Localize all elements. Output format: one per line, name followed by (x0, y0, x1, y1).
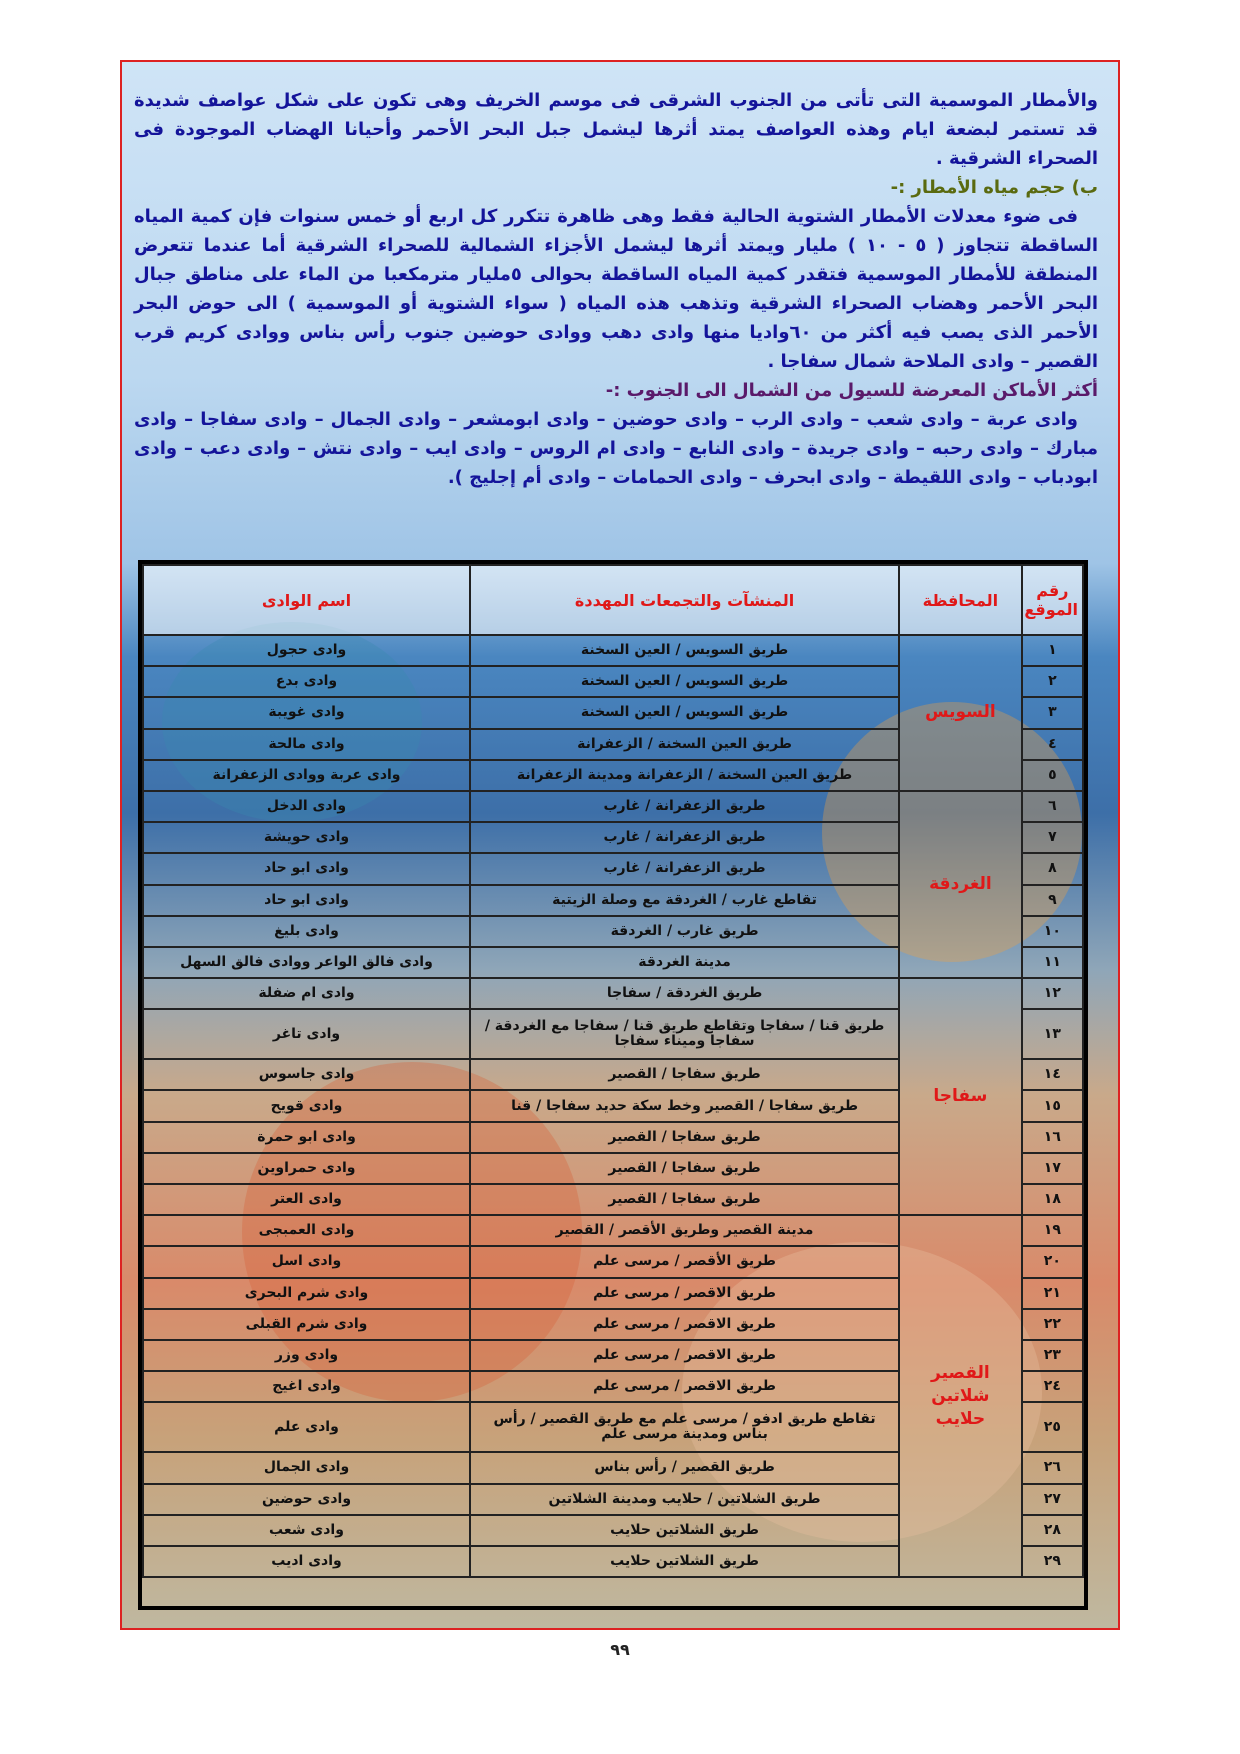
valley-name-cell: وادى الجمال (143, 1452, 470, 1483)
valley-name-cell: وادى شعب (143, 1515, 470, 1546)
facilities-cell: طريق سفاجا / القصير (470, 1153, 899, 1184)
governorate-cell: القصير شلاتين حلايب (899, 1215, 1022, 1577)
valley-name-cell: وادى حمراوين (143, 1153, 470, 1184)
header-valley-name: اسم الوادى (143, 565, 470, 635)
site-number-cell: ١٥ (1022, 1090, 1083, 1121)
valley-name-cell: وادى العتر (143, 1184, 470, 1215)
valley-name-cell: وادى حوضين (143, 1484, 470, 1515)
site-number-cell: ٥ (1022, 760, 1083, 791)
valley-name-cell: وادى جاسوس (143, 1059, 470, 1090)
site-number-cell: ٢٧ (1022, 1484, 1083, 1515)
valley-name-cell: وادى بدع (143, 666, 470, 697)
paragraph-rain-volume: فى ضوء معدلات الأمطار الشتوية الحالية فقط وهى ظاهرة تتكرر كل اربع أو خمس سنوات فإن كمية المياه الساقطة تتجاوز ( ٥ - ١٠ ) مليار ويمتد أثرها ليشمل الأجزاء الشمالية للصحراء الشرقية أما عندما تتعرض المنطقة للأمطار الموسمية فتقدر كمية المياه الساقطة بحوالى ٥مليار مترمكعبا من الماء على مناطق جبال البحر الأحمر وهضاب الصحراء الشرقية وتذهب هذه المياه ( سواء الشتوية أو الموسمية ) الى حوض البحر الأحمر الذى يصب فيه أكثر من ٦٠واديا منها وادى دهب ووادى حوضين جنوب رأس بناس ووادى كريم قرب القصير – وادى الملاحة شمال سفاجا . (134, 206, 1098, 372)
table-header-row (143, 565, 1083, 635)
valley-name-cell: وادى شرم القبلى (143, 1309, 470, 1340)
facilities-cell: تقاطع غارب / الغردقة مع وصلة الزيتية (470, 885, 899, 916)
table-row (143, 635, 1083, 666)
valley-name-cell: وادى اسل (143, 1246, 470, 1277)
site-number-cell: ١٢ (1022, 978, 1083, 1009)
site-number-cell: ٢٠ (1022, 1246, 1083, 1277)
site-number-cell: ٤ (1022, 729, 1083, 760)
heading-rain-volume: ب) حجم مياه الأمطار :- (890, 177, 1098, 198)
valley-name-cell: وادى الدخل (143, 791, 470, 822)
valley-name-cell: وادى شرم البحرى (143, 1278, 470, 1309)
site-number-cell: ٢٢ (1022, 1309, 1083, 1340)
valley-name-cell: وادى العمبجى (143, 1215, 470, 1246)
facilities-cell: طريق الاقصر / مرسى علم (470, 1309, 899, 1340)
facilities-cell: طريق سفاجا / القصير (470, 1059, 899, 1090)
valley-name-cell: وادى عربة ووادى الزعفرانة (143, 760, 470, 791)
governorate-cell: الغردقة (899, 791, 1022, 978)
facilities-cell: طريق الاقصر / مرسى علم (470, 1278, 899, 1309)
valley-name-cell: وادى حويشة (143, 822, 470, 853)
facilities-cell: مدينة الغردقة (470, 947, 899, 978)
paragraph-valley-list: وادى عربة – وادى شعب – وادى الرب – وادى حوضين – وادى ابومشعر – وادى الجمال – وادى سفاجا – وادى مبارك – وادى رحبه – وادى جريدة – وادى النابع – وادى ام الروس – وادى ايب – وادى نتش – وادى دعب – وادى ابودباب – وادى اللقيطة – وادى ابحرف – وادى الحمامات – وادى أم إجليج ). (134, 409, 1098, 488)
valley-name-cell: وادى اديب (143, 1546, 470, 1577)
facilities-cell: مدينة القصير وطريق الأقصر / القصير (470, 1215, 899, 1246)
facilities-cell: طريق السويس / العين السخنة (470, 666, 899, 697)
table-row (143, 978, 1083, 1009)
facilities-cell: طريق الاقصر / مرسى علم (470, 1340, 899, 1371)
site-number-cell: ٢١ (1022, 1278, 1083, 1309)
valley-name-cell: وادى وزر (143, 1340, 470, 1371)
facilities-cell: طريق الزعفرانة / غارب (470, 853, 899, 884)
facilities-cell: طريق السويس / العين السخنة (470, 697, 899, 728)
site-number-cell: ١٧ (1022, 1153, 1083, 1184)
valley-name-cell: وادى فالق الواعر ووادى فالق السهل (143, 947, 470, 978)
valley-name-cell: وادى علم (143, 1402, 470, 1452)
facilities-cell: طريق العين السخنة / الزعفرانة ومدينة الزعفرانة (470, 760, 899, 791)
site-number-cell: ٢٥ (1022, 1402, 1083, 1452)
table-row (143, 1215, 1083, 1246)
page-number: ٩٩ (610, 1640, 630, 1659)
valley-name-cell: وادى غويبة (143, 697, 470, 728)
facilities-cell: طريق سفاجا / القصير (470, 1184, 899, 1215)
valley-name-cell: وادى مالحة (143, 729, 470, 760)
facilities-cell: طريق سفاجا / القصير (470, 1122, 899, 1153)
governorate-cell: سفاجا (899, 978, 1022, 1215)
valley-name-cell: وادى بليغ (143, 916, 470, 947)
valley-name-cell: وادى تاغر (143, 1009, 470, 1059)
site-number-cell: ٢٨ (1022, 1515, 1083, 1546)
body-text (134, 86, 1098, 492)
site-number-cell: ٢٦ (1022, 1452, 1083, 1483)
site-number-cell: ٧ (1022, 822, 1083, 853)
facilities-cell: طريق العين السخنة / الزعفرانة (470, 729, 899, 760)
heading-flood-places: أكثر الأماكن المعرضة للسيول من الشمال الى الجنوب :- (605, 380, 1098, 401)
site-number-cell: ٢٩ (1022, 1546, 1083, 1577)
valley-name-cell: وادى قويح (143, 1090, 470, 1121)
site-number-cell: ٩ (1022, 885, 1083, 916)
valley-name-cell: وادى ابو حاد (143, 853, 470, 884)
site-number-cell: ١٤ (1022, 1059, 1083, 1090)
facilities-cell: طريق القصير / رأس بناس (470, 1452, 899, 1483)
facilities-cell: تقاطع طريق ادفو / مرسى علم مع طريق القصير / رأس بناس ومدينة مرسى علم (470, 1402, 899, 1452)
site-number-cell: ١٦ (1022, 1122, 1083, 1153)
facilities-cell: طريق سفاجا / القصير وخط سكة حديد سفاجا / قنا (470, 1090, 899, 1121)
header-site-number: رقم الموقع (1022, 565, 1083, 635)
facilities-cell: طريق غارب / الغردقة (470, 916, 899, 947)
facilities-cell: طريق الزعفرانة / غارب (470, 791, 899, 822)
facilities-cell: طريق الغردقة / سفاجا (470, 978, 899, 1009)
site-number-cell: ١٠ (1022, 916, 1083, 947)
header-governorate: المحافظة (899, 565, 1022, 635)
facilities-cell: طريق الشلاتين / حلايب ومدينة الشلاتين (470, 1484, 899, 1515)
valley-name-cell: وادى ام ضفلة (143, 978, 470, 1009)
facilities-cell: طريق الأقصر / مرسى علم (470, 1246, 899, 1277)
governorate-cell: السويس (899, 635, 1022, 791)
site-number-cell: ١٩ (1022, 1215, 1083, 1246)
site-number-cell: ٦ (1022, 791, 1083, 822)
facilities-cell: طريق قنا / سفاجا وتقاطع طريق قنا / سفاجا مع الغردقة / سفاجا وميناء سفاجا (470, 1009, 899, 1059)
header-facilities: المنشآت والتجمعات المهددة (470, 565, 899, 635)
valley-name-cell: وادى حجول (143, 635, 470, 666)
facilities-cell: طريق الاقصر / مرسى علم (470, 1371, 899, 1402)
table-body (143, 635, 1083, 1577)
site-number-cell: ١ (1022, 635, 1083, 666)
site-number-cell: ٢ (1022, 666, 1083, 697)
page-frame (120, 60, 1120, 1630)
site-number-cell: ١٣ (1022, 1009, 1083, 1059)
valley-name-cell: وادى ابو حاد (143, 885, 470, 916)
facilities-cell: طريق الشلاتين حلايب (470, 1515, 899, 1546)
table-row (143, 791, 1083, 822)
site-number-cell: ٢٤ (1022, 1371, 1083, 1402)
site-number-cell: ٢٣ (1022, 1340, 1083, 1371)
site-number-cell: ١٨ (1022, 1184, 1083, 1215)
facilities-cell: طريق الشلاتين حلايب (470, 1546, 899, 1577)
paragraph-seasonal-rain: والأمطار الموسمية التى تأتى من الجنوب الشرقى فى موسم الخريف وهى تكون على شكل عواصف شديدة قد تستمر لبضعة ايام وهذه العواصف يمتد أثرها ليشمل جبل البحر الأحمر وأحيانا الهضاب الموجودة فى الصحراء الشرقية . (134, 90, 1098, 169)
site-number-cell: ٨ (1022, 853, 1083, 884)
facilities-cell: طريق السويس / العين السخنة (470, 635, 899, 666)
facilities-cell: طريق الزعفرانة / غارب (470, 822, 899, 853)
valley-name-cell: وادى ابو حمرة (143, 1122, 470, 1153)
site-number-cell: ١١ (1022, 947, 1083, 978)
valley-name-cell: وادى اغيج (143, 1371, 470, 1402)
valleys-table (138, 560, 1088, 1610)
site-number-cell: ٣ (1022, 697, 1083, 728)
